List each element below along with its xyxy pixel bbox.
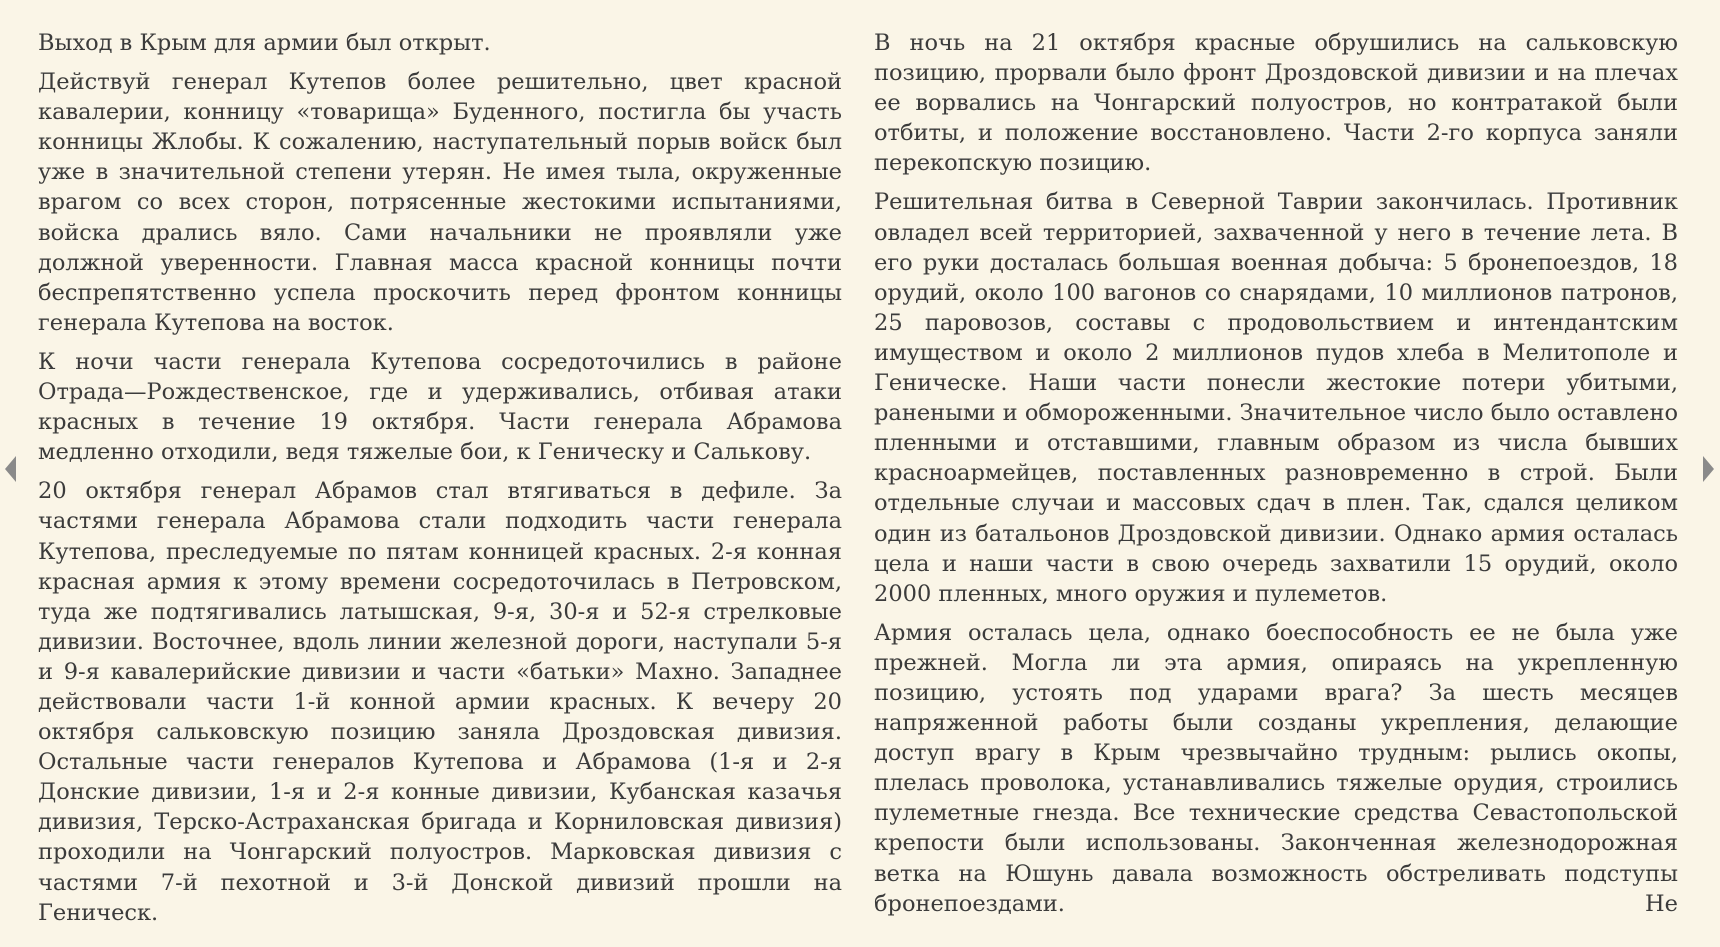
paragraph: В ночь на 21 октября красные обрушились на сальковскую позицию, прорвали было фронт Дроздовской дивизии и на плечах ее ворвались на Чонгарский полуостров, но контратакой были отбиты, и положение восстановлено. Части 2-го корпуса заняли перекопскую позицию. — [874, 30, 1678, 177]
paragraph: 20 октября генерал Абрамов стал втягиваться в дефиле. За частями генерала Абрамова стали подходить части генерала Кутепова, преследуемые по пятам конницей красных. 2-я конная красная армия к этому времени сосредоточилась в Петровском, туда же подтягивались латышская, 9-я, 30-я и 52-я стрелковые дивизии. Восточнее, вдоль линии железной дороги, наступали 5-я и 9-я кавалерийские дивизии и части «батьки» Махно. Западнее действовали части 1-й конной армии красных. К вечеру 20 октября сальковскую позицию заняла Дроздовская дивизия. Остальные части генералов Кутепова и Абрамова (1-я и 2-я Донские дивизии, 1-я и 2-я конные дивизии, Кубанская казачья дивизия, Терско-Астраханская бригада и Корниловская дивизия) проходили на Чонгарский полуостров. Марковская дивизия с частями 7-й пехотной и 3-й Донской дивизий прошли на Геническ. — [38, 478, 842, 926]
paragraph: Решительная битва в Северной Таврии закончилась. Противник овладел всей территорией, захваченной у него в течение лета. В его руки досталась большая военная добыча: 5 бронепоездов, 18 орудий, около 100 вагонов со снарядами, 10 миллионов патронов, 25 паровозов, составы с продовольствием и интендантским имуществом и около 2 миллионов пудов хлеба в Мелитополе и Геническе. Наши части понесли жестокие потери убитыми, ранеными и обмороженными. Значительное число было оставлено пленными и отставшими, главным образом из числа бывших красноармейцев, поставленных разновременно в строй. Были отдельные случаи и массовых сдач в плен. Так, сдался целиком один из батальонов Дроздовской дивизии. Однако армия осталась цела и наши части в свою очередь захватили 15 орудий, около 2000 пленных, много оружия и пулеметов. — [874, 189, 1678, 607]
left-text-column — [38, 28, 842, 937]
previous-page-arrow-icon[interactable] — [5, 456, 16, 482]
paragraph: К ночи части генерала Кутепова сосредоточились в районе Отрада—Рождественское, где и удерживались, отбивая атаки красных в течение 19 октября. Части генерала Абрамова медленно отходили, ведя тяжелые бои, к Геническу и Салькову. — [38, 348, 842, 466]
paragraph: Армия осталась цела, однако боеспособность ее не была уже прежней. Могла ли эта армия, опираясь на укрепленную позицию, устоять под ударами врага? За шесть месяцев напряженной работы были созданы укрепления, делающие доступ врагу в Крым чрезвычайно трудным: рылись окопы, плелась проволока, устанавливались тяжелые орудия, строились пулеметные гнезда. Все технические средства Севастопольской крепости были использованы. Законченная железнодорожная ветка на Юшунь давала возможность обстреливать подступы бронепоездами. Не — [874, 619, 1678, 917]
next-page-arrow-icon[interactable] — [1703, 456, 1714, 482]
paragraph: Выход в Крым для армии был открыт. — [38, 30, 491, 56]
paragraph: Действуй генерал Кутепов более решительно, цвет красной кавалерии, конницу «товарища» Буденного, постигла бы участь конницы Жлобы. К сожалению, наступательный порыв войск был уже в значительной степени утерян. Не имея тыла, окруженные врагом со всех сторон, потрясенные жестокими испытаниями, войска дрались вяло. Сами начальники не проявляли уже должной уверенности. Главная масса красной конницы почти беспрепятственно успела проскочить перед фронтом конницы генерала Кутепова на восток. — [38, 69, 842, 336]
right-text-column — [874, 28, 1678, 928]
